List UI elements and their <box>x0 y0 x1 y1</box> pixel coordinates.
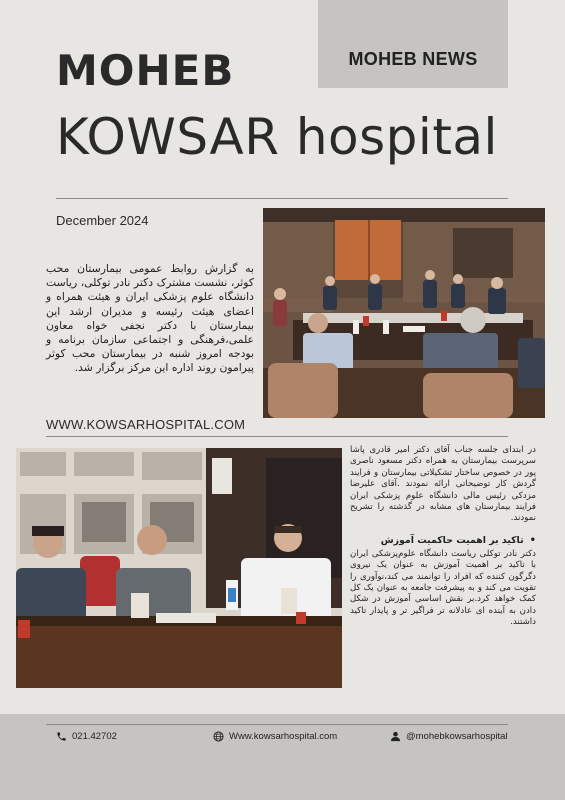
footer-social[interactable] <box>390 731 508 742</box>
article-paragraph-1: در ابتدای جلسه جناب آقای دکتر امیر قادری پاشا سرپرست بیمارستان به همراه دکتر مسعود ناصری پور در خصوص ساختار تشکیلاتی بیمارستان و فرایند گردش کار توضیحاتی ارائه نمودند .آقای علیرضا مزدکی رئیس مالی دانشگاه علوم پزشکی ایران فرایند بیمارستان های مشابه در گذشته را تشریح نمودند. <box>350 445 536 524</box>
footer-social-text: @mohebkowsarhospital <box>406 731 508 742</box>
article-paragraph-2: دکتر نادر توکلی ریاست دانشگاه علوم‌پزشکی ایران با تاکید بر اهمیت آموزش به عنوان یک نیروی دگرگون کننده که افراد را توانمند می کند،نوآوری را تقویت می کند و به پیشرفت جامعه به عنوان یک کل کمک خواهد کرد.بر نقش اساسی آموزش در شکل دادن به آینده ای عادلانه تر فراگیر تر و پایدار تاکید داشتند. <box>350 548 536 628</box>
middle-divider <box>46 436 508 437</box>
user-icon <box>390 731 401 742</box>
meeting-photo-wide <box>263 208 545 418</box>
news-tab-label: MOHEB NEWS <box>348 48 478 69</box>
article-subheading <box>350 535 536 547</box>
article-body <box>350 445 536 639</box>
footer-divider <box>46 724 508 725</box>
meeting-photo-close <box>16 448 342 688</box>
footer-website[interactable] <box>213 731 337 742</box>
brand-subtitle: KOWSAR hospital <box>56 108 498 166</box>
globe-icon <box>213 731 224 742</box>
footer <box>0 714 565 800</box>
phone-icon <box>56 731 67 742</box>
footer-phone-text: 021.42702 <box>72 731 117 742</box>
article-subheading-text: تاکید بر اهمیت حاکمیت آموزش <box>380 534 524 546</box>
footer-website-text: Www.kowsarhospital.com <box>229 731 338 742</box>
news-tab <box>318 0 508 88</box>
bullet-icon: • <box>529 534 536 546</box>
footer-phone[interactable] <box>56 731 117 742</box>
issue-date: December 2024 <box>56 213 149 228</box>
website-heading[interactable]: WWW.KOWSARHOSPITAL.COM <box>46 417 246 432</box>
top-divider <box>56 198 508 199</box>
intro-paragraph: به گزارش روابط عمومی بیمارستان محب کوثر، نشست مشترک دکتر نادر توکلی، ریاست دانشگاه علوم پزشکی ایران و هیئت همراه و اعضای هیئت رئیسه و مدیران ارشد این بیمارستان با دکتر نجفی خواه معاون علمی،فرهنگی و اجتماعی سازمان برنامه و بودجه امروز شنبه در بیمارستان محب کوثر پیرامون روند اداره این مرکز برگزار شد. <box>46 262 254 375</box>
brand-title: MOHEB <box>56 46 235 95</box>
